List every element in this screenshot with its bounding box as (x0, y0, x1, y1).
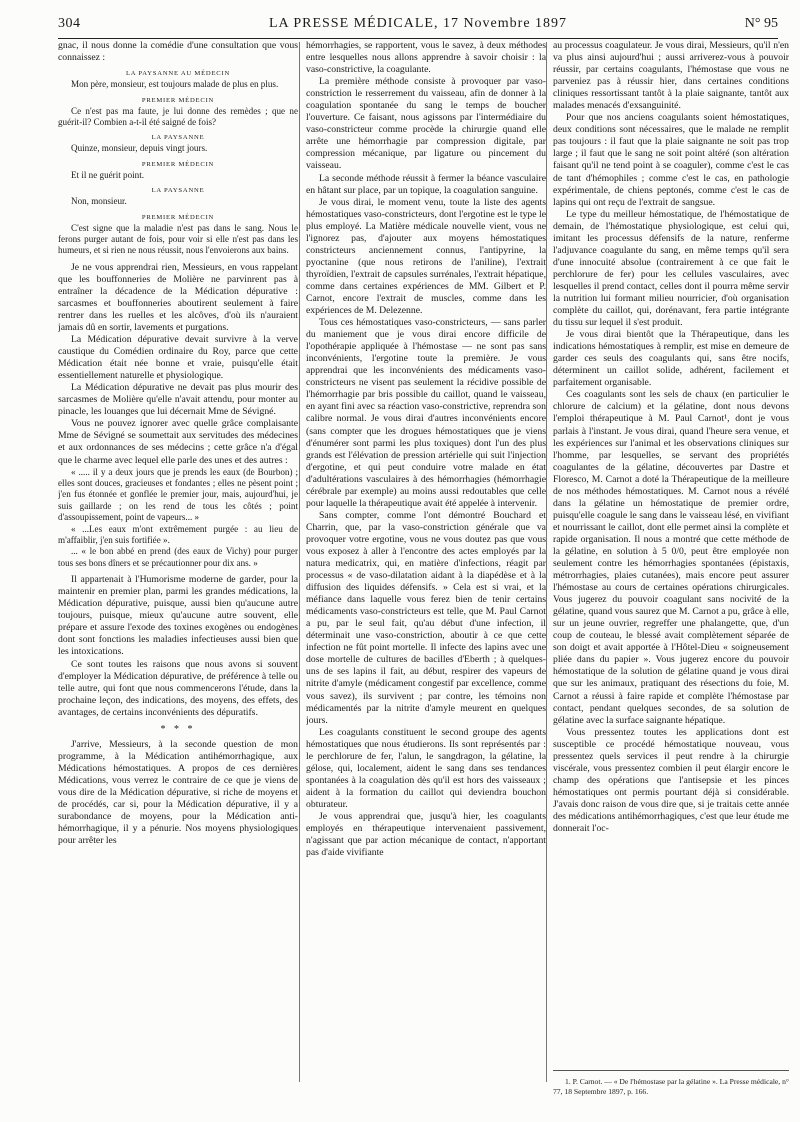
quotation: Et il ne guérit point. (71, 169, 144, 180)
paragraph: La Médication dépurative devait survivre à la verve caustique du Comédien ordinaire du Roy, parce que cette Médication était née bonne et vraie, puisqu'elle était essentiellement naturelle et physiologique. (58, 334, 298, 382)
quotation: Mon père, monsieur, est toujours malade de plus en plus. (71, 79, 279, 90)
paragraph: Le type du meilleur hémostatique, de l'hémostatique de demain, de l'hémostatique physiologique, est celui qui, imitant les processus défensifs de la nature, renferme l'adjuvance coagulante du sang, en même temps qu'il sera d'une innocuité absolue (contrairement à ce que fait le perchlorure de fer) pour les cellules vasculaires, avec lesquelles il prend contact, celles dont il pourra même servir la nutrition lui formant milieu nourricier, d'où organisation complète du caillot, qui, dorénavant, fera partie intégrante du tissu sur lequel il s'est produit. (553, 208, 789, 329)
column-divider (299, 42, 300, 1082)
paragraph: Ces coagulants sont les sels de chaux (en particulier le chlorure de calcium) et la gélatine, dont nous devons l'emploi thérapeutique à M. Paul Carnot¹, dont je vous parlais à l'instant. Je vous dirai, quand l'heure sera venue, et les expériences sur l'animal et les observations cliniques sur l'homme, par lesquelles, se servant des propriétés coagulantes de la gélatine, découvertes par Dastre et Floresco, M. Carnot a doté la Thérapeutique de la meilleure de nos méthodes hémostatiques. M. Carnot nous a révélé dans la gélatine un hémostatique de premier ordre, puisqu'elle coagule le sang dans le vaisseau lésé, en vivifiant et nourrissant le caillot, dont elle permet ainsi la complète et rapide organisation. Il nous a montré que cette méthode de la gélatine, en solution à 5 0/0, peut être employée non seulement contre les hémorrhagies spontanées (épistaxis, métrorrhagies, plaies cutanées), mais encore peut assurer l'hémostase au cours de certaines opérations chirurgicales. Vous jugerez du pouvoir coagulant sans nocivité de la gélatine, quand vous saurez que M. Carnot a pu, grâce à elle, sur un jeune ouvrier, regreffer une phalangette, que, d'un coup de couteau, le blessé avait complètement séparée de son doigt et avait apportée à l'Hôtel-Dieu « soigneusement pliée dans du papier ». Vous jugerez encore du pouvoir hémostatique de la solution de gélatine quand je vous dirai que sur les animaux, pratiquant des résections du foie, M. Carnot a réussi à faire rapide et complète l'hémostase par contact, pendant quelques secondes, de sa solution de gélatine avec la surface saignante hépatique. (553, 389, 789, 726)
paragraph: J'arrive, Messieurs, à la seconde question de mon programme, à la Médication antihémorrhagique, aux Médications hémostatiques. A propos de ces dernières Médications, vous verrez le contraire de ce que je viens de vous dire de la Médication dépurative, si riche de moyens et de procédés, car si, pour la Médication dépurative, il y a surabondance de moyens, pour la Médication anti-hémorrhagique, il y a pénurie. Nos moyens physiologiques pour arrêter les (58, 738, 298, 847)
page-number: 304 (58, 16, 81, 31)
quotation: Non, monsieur. (71, 196, 127, 207)
paragraph-continuation: gnac, il nous donne la comédie d'une consultation que vous connaissez : (58, 40, 298, 64)
paragraph: Ce sont toutes les raisons que nous avons si souvent d'employer la Médication dépurative, de préférence à telle ou telle autre, qui font que nous commencerons l'étude, dans la prochaine leçon, des indications, des moyens, des effets, des avantages, de certains inconvénients des dépuratifs. (58, 658, 298, 718)
paragraph: Sans compter, comme l'ont démontré Bouchard et Charrin, que, par la vaso-constriction générale que va provoquer votre ergotine, vous ne vous doutez pas que vous vous exposez à aller à l'encontre des actes employés par la natura medicatrix, qui, en matière d'infections, réagit par processus « de vaso-dilatation aidant à la diapédèse et à la diffusion des liquides défensifs. » Cela est si vrai, et la méfiance dans laquelle vous ferez bien de tenir certains médicaments vaso-constricteurs est telle, que M. Paul Carnot a pu, par le seul fait, qu'au début d'une infection, il déterminait une vaso-constriction, aboutir à ce que cette infection ne fût point mortelle. Il infecte des lapins avec une dose mortelle de cultures de bacilles d'Eberth ; à quelques-uns de ses lapins il fait, au début, respirer des vapeurs de nitrite d'amyle (médicament congestif par excellence, comme vous savez), ils survivent ; par contre, les témoins non médicamentés par la nitrite d'amyle meurent en quelques jours. (306, 509, 546, 726)
speaker-label: LA PAYSANNE (151, 134, 205, 142)
quotation: Quinze, monsieur, depuis vingt jours. (71, 143, 208, 154)
paragraph: Je vous dirai, le moment venu, toute la liste des agents hémostatiques vaso-constricteurs, dont l'ergotine est le type le plus employé. La Matière médicale nouvelle vient, vous ne l'ignorez pas, d'ajouter aux moyens hémostatiques constricteurs anciennement connus, l'antipyrine, la pyoctanine (que nous retirons de l'aniline), l'extrait thyroïdien, l'extrait de capsules surrénales, l'extrait hépatique, comme dans certaines expériences de MM. Gilbert et P. Carnot, encore l'extrait de muscles, comme dans les expériences de M. Delezenne. (306, 196, 546, 317)
paragraph: La seconde méthode réussit à fermer la béance vasculaire en hâtant sur place, par un topique, la coagulation sanguine. (306, 172, 546, 196)
page-header (58, 14, 778, 39)
paragraph: Les coagulants constituent le second groupe des agents hémostatiques que nous étudierons. Ils sont représentés par : le perchlorure de fer, l'alun, le sangdragon, la gélatine, la gélose, qui, localement, aident le sang dans ses tendances spontanées à la coagulation dès qu'il est hors des vaisseaux ; aident à la formation du caillot qui deviendra bouchon obturateur. (306, 726, 546, 810)
paragraph: Je ne vous apprendrai rien, Messieurs, en vous rappelant que les bouffonneries de Molière ne parvinrent pas à entraîner la décadence de la Médication dépurative : sarcasmes et bouffonneries aboutirent seulement à faire rentrer dans les ruelles et les alcôves, d'où ils n'auraient jamais dû en sortir, lavements et purgations. (58, 261, 298, 333)
paragraph: Je vous apprendrai que, jusqu'à hier, les coagulants employés en thérapeutique intervenaient passivement, n'agissant que par action mécanique de contact, n'apportant pas d'aide vivifiante (306, 811, 546, 859)
journal-title: LA PRESSE MÉDICALE, 17 Novembre 1897 (268, 16, 568, 31)
paragraph: Pour que nos anciens coagulants soient hémostatiques, deux conditions sont nécessaires, que le malade ne remplit pas toujours : il faut que la plaie saignante ne soit pas trop large ; il faut que le sang ne soit point altéré (son altération faisant qu'il ne tend point à se coaguler), comme c'est le cas de tant d'hémophiles ; comme c'est le cas, en pathologie expérimentale, de chiens peptonés, comme c'est le cas de lapins qui ont reçu de l'extrait de sangsue. (553, 112, 789, 208)
speaker-label: LA PAYSANNE AU MÉDECIN (125, 70, 231, 78)
column-divider (546, 42, 547, 1082)
paragraph: Tous ces hémostatiques vaso-constricteurs, — sans parler du maniement que je vous dirai encore difficile de l'opothérapie appliquée à l'hémostase — ne sont pas sans inconvénients, l'ergotine toute la première. Je vous apprendrai que les inconvénients des médicaments vaso-constricteurs ne visent pas seulement la récidive possible de l'hémorrhagie par bris possible du caillot, quand le vaisseau, en ayant fini avec sa réaction vaso-constrictive, reprendra son calibre normal. Je vous dirai d'autres inconvénients encore (sans compter que les drogues hémostatiques que je viens d'énumérer sont parmi les plus toxiques) dont l'un des plus grands est l'élévation de pression artérielle qui suit l'injection d'ergotine, et qui peut conduire votre malade en état d'adultérations vasculaires à des hémorrhagies (hémorrhagie cérébrale par exemple) au moins aussi redoutables que celle pour laquelle la thérapeutique avait été appelée à intervenir. (306, 317, 546, 509)
speaker-label: PREMIER MÉDECIN (141, 96, 215, 104)
quotation: ... « le bon abbé en prend (des eaux de Vichy) pour purger tous ses bons dîners et se précautionner pour dix ans. » (58, 546, 298, 568)
speaker-label: LA PAYSANNE (151, 187, 205, 195)
quotation: Ce n'est pas ma faute, je lui donne des remèdes ; que ne guérit-il? Combien a-t-il été saigné de fois? (58, 105, 298, 127)
paragraph: La Médication dépurative ne devait pas plus mourir des sarcasmes de Molière qu'elle n'avait attendu, pour monter au pinacle, les louanges que lui décernait Mme de Sévigné. (58, 382, 298, 418)
paragraph: Vous ne pouvez ignorer avec quelle grâce complaisante Mme de Sévigné se soumettait aux servitudes des médecines et aux ordonnances de ses médecins ; cette grâce n'a d'égal que le charme avec lequel elle parle des unes et des autres : (58, 418, 298, 466)
footnote (553, 1070, 789, 1096)
column-3 (553, 40, 789, 1115)
paragraph-continuation: au processus coagulateur. Je vous dirai, Messieurs, qu'il n'en va plus ainsi aujourd'hui ; aussi arriverez-vous à pouvoir réussir, par certains coagulants, l'hémostase que vous ne parveniez pas à réussir hier, dans certaines conditions cliniques ressortissant tantôt à la plaie saignante, tantôt aux malades menacés d'exsanguinité. (553, 40, 789, 112)
paragraph: Vous pressentez toutes les applications dont est susceptible ce procédé hémostatique nouveau, vous pressentez quels services il peut rendre à la chirurgie viscérale, vous pressentez combien il peut élargir encore le champ des opérations que l'antisepsie et les pinces hémostatiques ont permis pourtant déjà si considérable. J'avais donc raison de vous dire que, si je traitais cette année des médications antihémorrhagiques, c'est que leur étude me donnerait l'oc- (553, 726, 789, 835)
column-2 (306, 40, 546, 1115)
quotation: « ...Les eaux m'ont extrêmement purgée : au lieu de m'affaiblir, j'en suis fortifiée ». (58, 523, 298, 545)
section-separator: * * * (160, 723, 196, 735)
paragraph: Je vous dirai bientôt que la Thérapeutique, dans les indications hémostatiques à remplir, est mise en demeure de garder ces seuls des coagulants qui, sans être nocifs, déterminent un caillot solide, adhérent, facilement et parfaitement organisable. (553, 329, 789, 389)
paragraph: Il appartenait à l'Humorisme moderne de garder, pour la maintenir en premier plan, parmi les grandes médications, la Médication dépurative, puisque, aussi bien qu'aucune autre toujours, puisque, mieux qu'aucune autre souvent, elle prépare et assure l'exode des toxines exogènes ou endogènes dont sont fonctions les maladies infectieuses aussi bien que les intoxications. (58, 574, 298, 658)
quotation: C'est signe que la maladie n'est pas dans le sang. Nous le ferons purger autant de fois, pour voir si elle n'est pas dans les humeurs, et si rien ne nous réussit, nous l'envoierons aux bains. (58, 222, 298, 256)
footnote-text: 1. P. Carnot. — « De l'hémostase par la gélatine ». La Presse médicale, n° 77, 18 Septembre 1897, p. 166. (553, 1077, 789, 1096)
quotation: « ..... il y a deux jours que je prends les eaux (de Bourbon) ; elles sont douces, gracieuses et fondantes ; elles ne pèsent point ; j'en fus étonnée et gonflée le premier jour, mais, aujourd'hui, je suis gaillarde ; on les rend de tous les côtés ; point d'assoupissement, point de vapeurs... » (58, 466, 298, 523)
speaker-label: PREMIER MÉDECIN (141, 160, 215, 168)
paragraph-continuation: hémorrhagies, se rapportent, vous le savez, à deux méthodes entre lesquelles nous allons apprendre à savoir choisir : la vaso-constrictive, la coagulante. (306, 40, 546, 76)
speaker-label: PREMIER MÉDECIN (141, 213, 215, 221)
paragraph: La première méthode consiste à provoquer par vaso-constriction le resserrement du vaisseau, afin de donner à la coagulation spontanée du sang le temps de boucher l'ouverture. Ce faisant, nous agissons par l'intermédiaire du vaso-constricteur comme procède la chirurgie quand elle arrête une hémorrhagie par compression digitale, par compression mécanique, par ligature ou pincement du vaisseau. (306, 76, 546, 172)
issue-number: N° 95 (744, 16, 778, 31)
column-1 (58, 40, 298, 1115)
